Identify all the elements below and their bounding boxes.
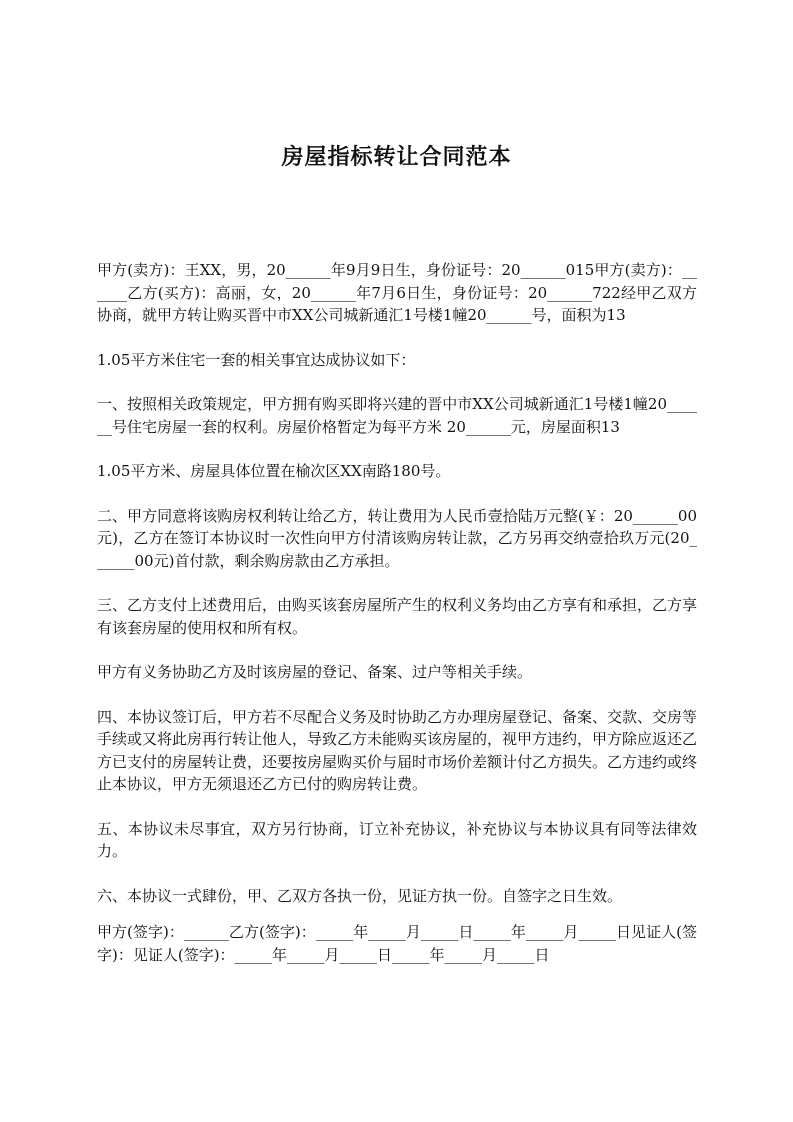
document-body bbox=[97, 259, 697, 988]
paragraph-clause-5: 五、本协议未尽事宜，双方另行协商，订立补充协议，补充协议与本协议具有同等法律效力。 bbox=[97, 819, 697, 860]
paragraph-parties: 甲方(卖方)：王XX，男，20______年9月9日生，身份证号：20______015甲方(卖方)：______乙方(买方)：高丽，女，20______年7月6日生，身份证号：20______722经甲乙双方协商，就甲方转让购买晋中市XX公司城新通汇1号楼1幢20______号，面积为13 bbox=[97, 261, 697, 324]
paragraph-area-agreement: 1.05平方米住宅一套的相关事宜达成协议如下： bbox=[97, 350, 416, 369]
paragraph-location: 1.05平方米、房屋具体位置在榆次区XX南路180号。 bbox=[97, 462, 451, 480]
paragraph-obligation: 甲方有义务协助乙方及时该房屋的登记、备案、过户等相关手续。 bbox=[97, 663, 533, 681]
paragraph-clause-3: 三、乙方支付上述费用后，由购买该套房屋所产生的权利义务均由乙方享有和承担，乙方享有该套房屋的使用权和所有权。 bbox=[97, 596, 698, 637]
paragraph-clause-6: 六、本协议一式肆份，甲、乙双方各执一份，见证方执一份。自签字之日生效。 bbox=[97, 886, 623, 905]
paragraph-clause-1: 一、按照相关政策规定，甲方拥有购买即将兴建的晋中市XX公司城新通汇1号楼1幢20______号住宅房屋一套的权利。房屋价格暂定为每平方米 20______元，房屋面积13 bbox=[97, 395, 697, 436]
paragraph-clause-4: 四、本协议签订后，甲方若不尽配合义务及时协助乙方办理房屋登记、备案、交款、交房等手续或又将此房再行转让他人，导致乙方未能购买该房屋的，视甲方违约，甲方除应返还乙方已支付的房屋转让费，还要按房屋购买价与届时市场价差额计付乙方损失。乙方违约或终止本协议，甲方无须退还乙方已付的购房转让费。 bbox=[97, 707, 698, 793]
signature-block: 甲方(签字)：______乙方(签字)：_____年_____月_____日_____年_____月_____日见证人(签字)：见证人(签字)：_____年_____月_____日_____年_____月_____日 bbox=[97, 923, 697, 964]
paragraph-clause-2: 二、甲方同意将该购房权利转让给乙方，转让费用为人民币壹拾陆万元整(￥：20______00元)，乙方在签订本协议时一次性向甲方付清该购房转让款，乙方另再交纳壹拾玖万元(20______00元)首付款，剩余购房款由乙方承担。 bbox=[97, 506, 697, 570]
document-title: 房屋指标转让合同范本 bbox=[281, 145, 512, 170]
